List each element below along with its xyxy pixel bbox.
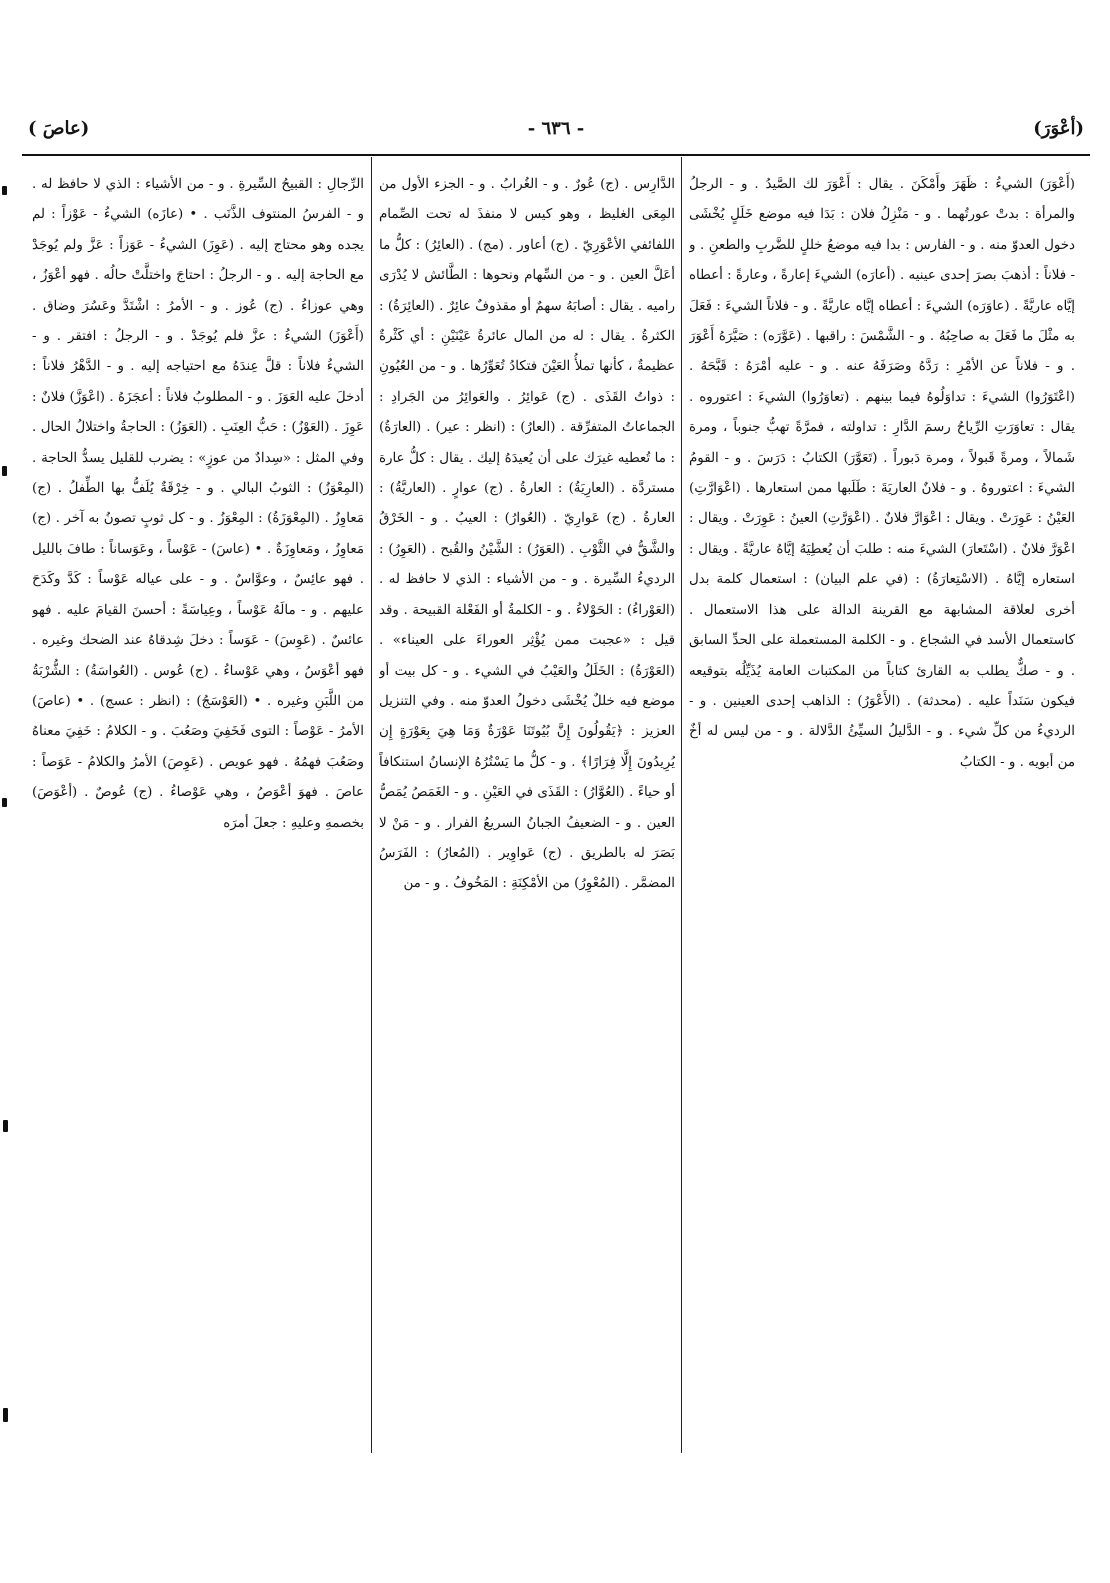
scan-edge-mark	[2, 186, 7, 195]
scan-edge-mark	[2, 798, 7, 807]
column-divider-left	[371, 157, 372, 1453]
column-middle-text: الدَّارِس . (ج) عُورٌ . و - الغُرابُ . و - الجزء الأول من المِعَى الغليظ ، وهو كيس لا منفذَ له تحت الصِّمام اللفائفي الأعْوَرِيّ . (ج) أعاور . (مج) . (العائِرُ) : كلُّ ما أعَلَّ العين . و - من السِّهام ونحوها : الطَّائش لا يُدْرَى راميه . يقال : أصابَهُ سهمٌ أو مقذوفٌ عائِرٌ . (العائِرَةُ) : الكثرةُ . يقال : له من المال عائرةُ عَيْنَيْنِ : أي كَثْرةٌ عظيمةٌ ، كأنها تملأُ العَيْنَ فتكادُ تُعَوِّرُها . و - من العُيُونِ : ذواتُ القَذَى . (ج) عَوائِرُ . والعَوائِرُ من الجَرادِ : الجماعاتُ المتفرِّقة . (العارُ) : (انظر : عير) . (العارَةُ) : ما تُعطيه غيرَك على أن يُعيدَهُ إليك . يقال : كلُّ عارة مستردَّة . (العارِيَةُ) : العارةُ . (ج) عوارٍ . (العاريَّةُ) : العارةُ . (ج) عَوارِيّ . (العُوارُ) : العيبُ . و - الخَرْقُ والشَّقُّ في الثَّوْبِ . (العَوَرُ) : الشَّيْنُ والقُبح . (العَوِرُ) : الرديءُ السِّيرة . و - من الأشياء : الذي لا حافظ له . (العَوْراءُ) : الحَوْلاءُ . و - الكلمةُ أو الفَعْلة القبيحة . وقد قيل : «عجبت ممن يُؤْثِر العوراءَ على العيناء» . (العَوْرَةُ) : الخَلَلُ والعَيْبُ في الشيء . و - كل بيت أو موضع فيه خللٌ يُخْشَى دخولُ العدوّ منه . وفي التنزيل العزيز : ﴿يَقُولُونَ إِنَّ بُيُوتَنَا عَوْرَةٌ وَمَا هِيَ بِعَوْرَةٍ إِن يُرِيدُونَ إِلَّا فِرَارًا﴾ . و - كلُّ ما يَسْتُرُهُ الإنسانُ استنكافاً أو حياءً . (العُوَّارُ) : القَذَى في العَيْنِ . و - الغَمَصُ يُمَصُّ العين . و - الضعيفُ الجبانُ السريعُ الفرار . و - مَنْ لا بَصَرَ له بالطريق . (ج) عَواوِير . (المُعارُ) : الفَرَسُ المضمَّر . (المُعْوِرُ) من الأمْكِنَةِ : المَخُوفُ . و - من	[379, 177, 675, 892]
header-rule	[22, 154, 1090, 156]
page-number: - ٦٣٦ -	[527, 118, 585, 139]
header-guide-word-right: (أعْوَرَ)	[1033, 118, 1084, 139]
column-right-text: (أَعْوَرَ) الشيءُ : ظَهَرَ وأَمْكَنَ . يقال : أَعْوَرَ لك الصَّيدُ . و - الرجلُ والمرأة : بدتْ عورتُهما . و - مَنْزِلُ فلان : بَدَا فيه موضع خَلَلٍ يُخْشَى دخول العدوّ منه . و - الفارس : بدا فيه موضعُ خللٍ للضَّربِ والطعنِ . و - فلاناً : أذهبَ بصرَ إحدى عينيه . (أعارَه) الشيءَ إعارةً ، وعارةً : أعطاه إيَّاه عاريَّةً . (عاوَرَه) الشيءَ : أعطاه إيَّاه عاريَّةً . و - فلاناً الشيءَ : فَعَلَ به مثْلَ ما فَعَلَ به صاحِبُهُ . و - الشَّمْسَ : راقبها . (عَوَّرَه) : صَيَّرَهُ أَعْوَرَ . و - فلاناً عن الأمْرِ : رَدَّهُ وصَرَفَهُ عنه . و - عليه أمْرَهُ : قَبَّحَهُ . (اعْتَوَرُوا) الشيءَ : تداوَلُوهُ فيما بينهم . (تعاوَرُوا) الشيءَ : اعتوروه . يقال : تعاوَرَتِ الرِّياحُ رسمَ الدَّارِ : تداولته ، فمرَّةً تهبُّ جنوباً ، ومرة شَمالاً ، ومرةً قَبولاً ، ومرة دَبوراً . (تَعَوَّرَ) الكتابُ : دَرَسَ . و - القومُ الشيءَ : اعتوروهُ . و - فلانٌ العاريَةَ : طَلَبها ممن استعارها . (اعْوَارَّتِ) العَيْنُ : عَوِرَتْ . ويقال : اعْوَارَّ فلانٌ . (اعْوَرَّتِ) العينُ : عَوِرَتْ . ويقال : اعْوَرَّ فلانٌ . (اسْتَعارَ) الشيءَ منه : طلبَ أن يُعطِيَهُ إيَّاهُ عاريَّةً . ويقال : استعاره إيَّاهُ . (الاسْتِعارَةُ) : (في علم البيان) : استعمال كلمة بدل أخرى لعلاقة المشابهة مع القرينة الدالة على هذا الاستعمال . كاستعمال الأسد في الشجاع . و - الكلمة المستعملة على الحدِّ السابق . و - صكٌّ يطلب به القارئ كتاباً من المكتبات العامة يُذَيِّلُه بتوقيعه فيكون سَنَداً عليه . (محدثة) . (الأَعْوَرُ) : الذاهب إحدى العينين . و - الرديءُ من كلِّ شيء . و - الدَّليلُ السيِّئُ الدَّلالة . و - من ليس له أخٌ من أبويه . و - الكتابُ	[689, 177, 1075, 770]
header-guide-word-left: (عاصَ )	[28, 118, 90, 139]
column-left-text: الرِّجالِ : القبيحُ السِّيرةِ . و - من الأشياء : الذي لا حافظ له . و - الفرسُ المنتوف الذَّنَب . • (عازَه) الشيءُ - عَوْزاً : لم يجده وهو محتاج إليه . (عَوِزَ) الشيءُ - عَوَزاً : عَزَّ ولم يُوجَدْ مع الحاجة إليه . و - الرجلُ : احتاجَ واختلَّتْ حالُه . فهو أعْوَزُ ، وهي عوزاءُ . (ج) عُوز . و - الأمرُ : اشْتَدَّ وعَسُرَ وضاق . (أَعْوَزَ) الشيءُ : عزَّ فلم يُوجَدْ . و - الرجلُ : افتقر . و - الشيءُ فلاناً : قلَّ عِندَهُ مع احتياجه إليه . و - الدَّهْرُ فلاناً : أدخلَ عليه العَوَزَ . و - المطلوبُ فلاناً : أعجَزَهُ . (اعْوَزَّ) فلانٌ : عَوِزَ . (العَوْزُ) : حَبُّ العِنَبِ . (العَوَزُ) : الحاجةُ واختلالُ الحال . وفي المثل : «سِدادٌ من عوزٍ» : يضرب للقليل يسدُّ الحاجة . (المِعْوَزُ) : الثوبُ البالي . و - خِرْقَةٌ يُلَفُّ بها الطِّفلُ . (ج) مَعاوِزُ . (المِعْوَزَةُ) : المِعْوَزُ . و - كل ثوبٍ تصونُ به آخر . (ج) مَعاوِزُ ، ومَعاوِزَةٌ . • (عاسَ) - عَوْساً ، وعَوَساناً : طافَ بالليل . فهو عائِسٌ ، وعوَّاسٌ . و - على عياله عَوْساً : كَدَّ وكَدَحَ عليهم . و - مالَهُ عَوْساً ، وعِياسَةً : أحسنَ القيامَ عليه . فهو عائسٌ . (عَوِسَ) - عَوَساً : دخلَ شِدقاهُ عند الضحك وغيره . فهو أعْوَسُ ، وهي عَوْساءُ . (ج) عُوس . (العُواسَةُ) : الشُّرْبَةُ من اللَّبَنِ وغيره . • (العَوْسَجُ) : (انظر : عسج) . • (عاصَ) الأمرُ - عَوْصاً : التوى فَخَفِيَ وصَعُبَ . و - الكلامُ : خَفِيَ معناهُ وصَعُبَ فهمُهُ . فهو عويص . (عَوِصَ) الأمرُ والكلامُ - عَوَصاً : عاصَ . فهوَ أعْوَصُ ، وهي عَوْصاءُ . (ج) عُوصٌ . (أعْوَصَ) بخصمهِ وعليهِ : جعلَ أمرَه	[32, 177, 364, 831]
scan-edge-mark	[2, 466, 7, 476]
column-right	[689, 170, 1075, 1460]
column-middle	[379, 170, 675, 1460]
scan-edge-mark	[3, 1408, 8, 1422]
column-divider-right	[681, 157, 682, 1453]
page-header	[22, 118, 1090, 152]
scan-edge-mark	[3, 1120, 8, 1132]
column-left	[32, 170, 364, 1460]
